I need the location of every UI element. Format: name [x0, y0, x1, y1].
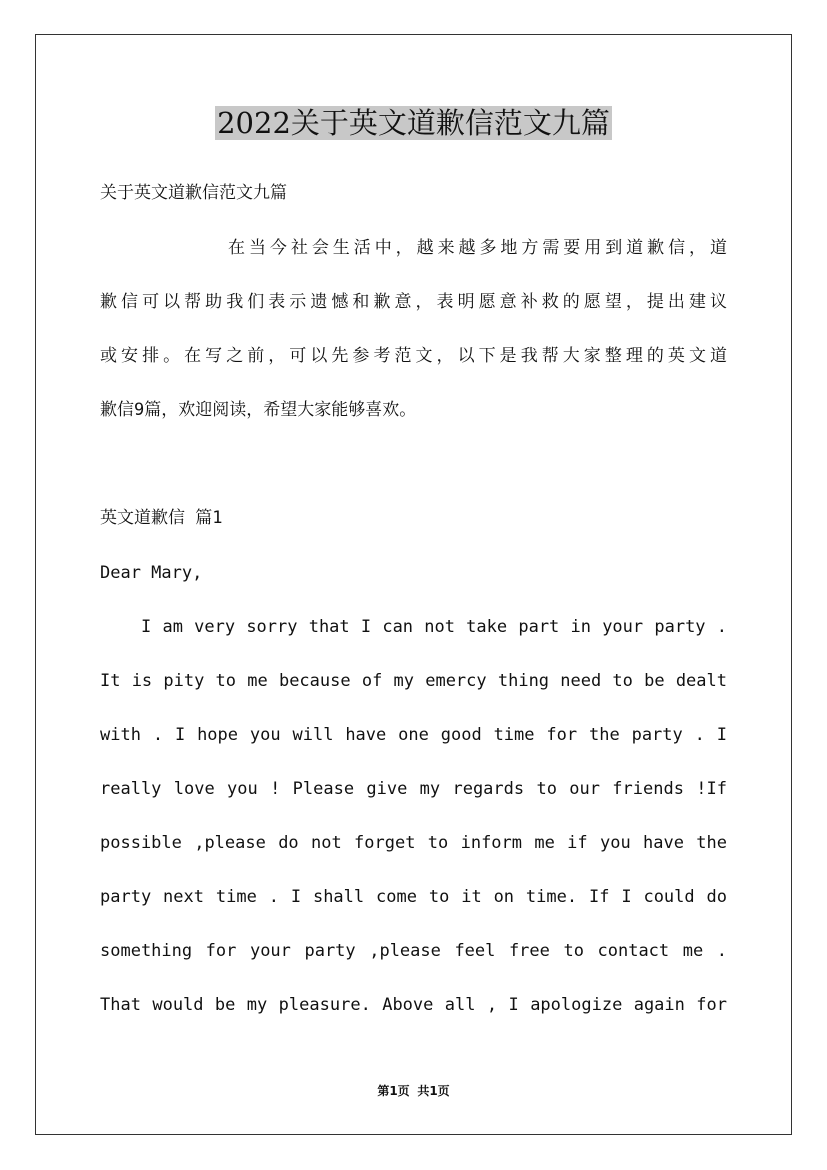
document-title: [0, 101, 827, 145]
page-total: 共1页: [417, 1084, 450, 1098]
page-footer: [0, 1082, 827, 1100]
salutation: Dear Mary,: [100, 563, 203, 583]
section-heading: 英文道歉信 篇1: [100, 508, 223, 528]
intro-line-1: 在当今社会生活中，越来越多地方需要用到道歉信，道: [228, 238, 727, 258]
body-line-3: with . I hope you will have one good time for the party . I: [100, 725, 727, 745]
page-number: 第1页: [377, 1084, 410, 1098]
body-line-4: really love you ! Please give my regards to our friends !If: [100, 779, 727, 799]
document-subtitle: 关于英文道歉信范文九篇: [100, 183, 287, 203]
intro-line-4: 歉信9篇，欢迎阅读，希望大家能够喜欢。: [100, 400, 417, 420]
body-line-5: possible ,please do not forget to inform me if you have the: [100, 833, 727, 853]
body-line-1: I am very sorry that I can not take part in your party .: [141, 617, 727, 637]
intro-line-3: 或安排。在写之前，可以先参考范文，以下是我帮大家整理的英文道: [100, 346, 727, 366]
intro-line-2: 歉信可以帮助我们表示遗憾和歉意，表明愿意补救的愿望，提出建议: [100, 292, 727, 312]
body-line-6: party next time . I shall come to it on time. If I could do: [100, 887, 727, 907]
document-title-text: 2022关于英文道歉信范文九篇: [217, 106, 610, 140]
body-line-2: It is pity to me because of my emercy thing need to be dealt: [100, 671, 727, 691]
body-line-8: That would be my pleasure. Above all , I apologize again for: [100, 995, 727, 1015]
body-line-7: something for your party ,please feel free to contact me .: [100, 941, 727, 961]
